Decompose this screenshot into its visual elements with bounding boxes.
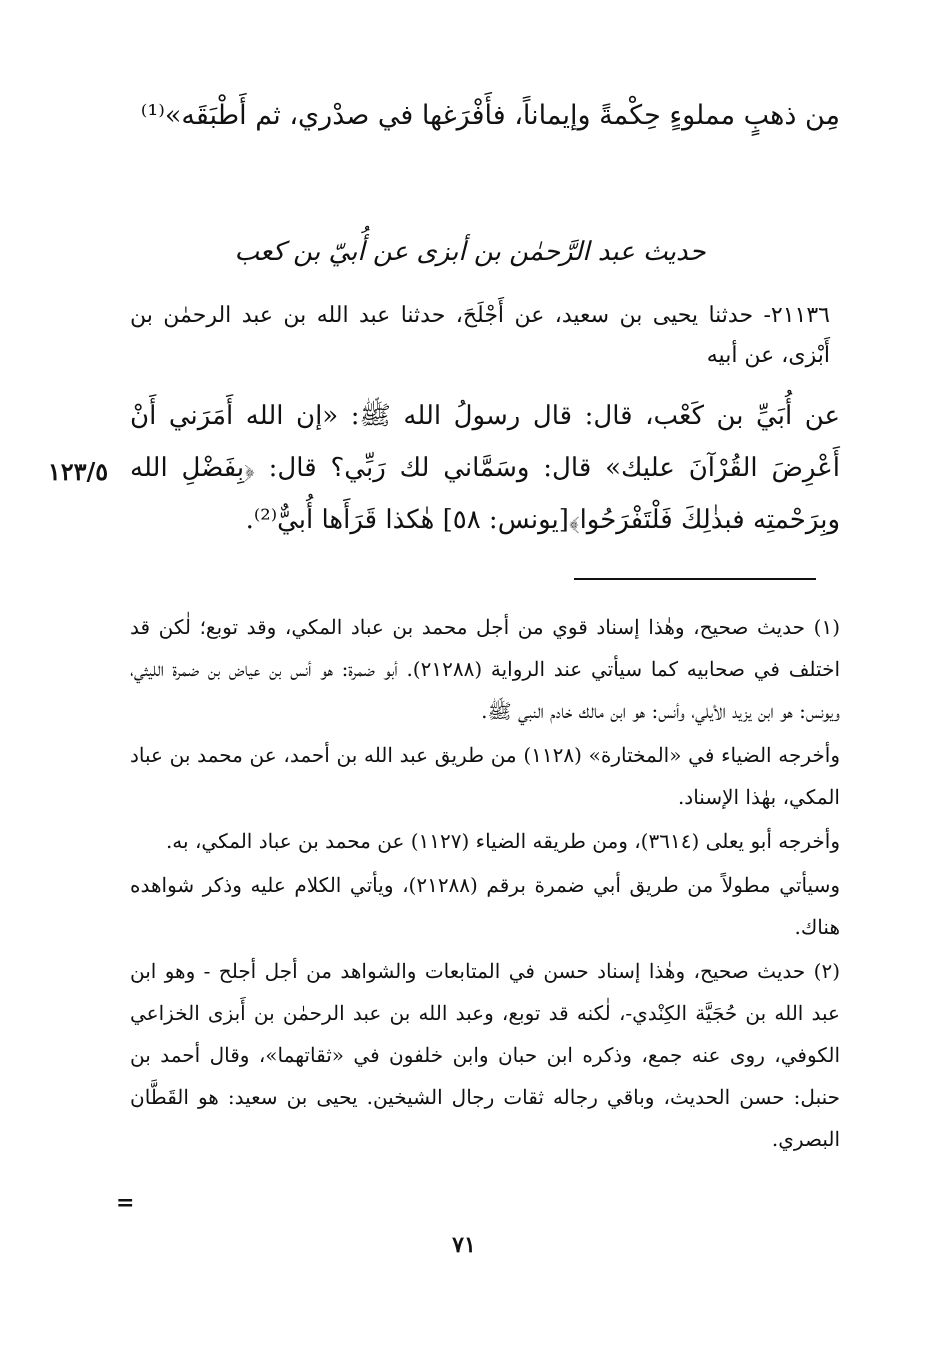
hadith-chain: ٢١١٣٦- حدثنا يحيى بن سعيد، عن أَجْلَحَ، حدثنا عبد الله بن عبد الرحمٰن بن أَبْزى، عن أبيه (130, 303, 830, 368)
margin-reference: ١٢٣/٥ (47, 457, 109, 486)
footnote-paragraph: (٢) حديث صحيح، وهٰذا إسناد حسن في المتابعات والشواهد من أجل أجلح - وهو ابن عبد الله بن حُجَيَّة الكِنْدي-، لٰكنه قد توبع، وعبد الله بن عبد الرحمٰن بن أَبزى الخزاعي الكوفي، روى عنه جمع، وذكره ابن حبان وابن خلفون في «ثقاتهما»، وقال أحمد بن حنبل: حسن الحديث، وباقي رجاله ثقات رجال الشيخين. يحيى بن سعيد: هو القَطَّان البصري. (130, 959, 840, 1151)
footnote-paragraph: (١) حديث صحيح، وهٰذا إسناد قوي من أجل محمد بن عباد المكي، وقد توبع؛ لٰكن قد اختلف في صحابيه كما سيأتي عند الرواية (٢١٢٨٨). أبو ضمرة: هو أنس بن عياض بن ضمرة الليثي، ويونس: هو ابن يزيد الأيلي، وأنس: هو ابن مالك خادم النبي ﷺ. (130, 615, 840, 723)
footnote-divider (574, 578, 816, 580)
page-number: ٧١ (452, 1232, 476, 1258)
previous-hadith-ending: مِن ذهبٍ مملوءٍ حِكْمةً وإيماناً، فأَفْرَغها في صدْري، ثم أَطْبَقَه»⁽¹⁾ (140, 100, 840, 131)
footnote-paragraph: وسيأتي مطولاً من طريق أبي ضمرة برقم (٢١٢٨٨)، ويأتي الكلام عليه وذكر شواهده هناك. (130, 873, 841, 939)
section-heading: حديث عبد الرَّحمٰن بن أبزى عن أُبيّ بن كعب (234, 237, 706, 267)
footnote-paragraph: وأخرجه أبو يعلى (٣٦١٤)، ومن طريقه الضياء (١١٢٧) عن محمد بن عباد المكي، به. (165, 829, 840, 853)
footnotes (130, 606, 840, 1162)
footnote-continuation-mark: = (116, 1190, 135, 1216)
footnote-paragraph: وأخرجه الضياء في «المختارة» (١١٢٨) من طريق عبد الله بن أحمد، عن محمد بن عباد المكي، بهٰذا الإسناد. (130, 743, 840, 809)
hadith-text: عن أُبَيِّ بن كَعْب، قال: قال رسولُ الله ﷺ: «إن الله أَمَرَني أَنْ أَعْرِضَ القُرْآنَ عليك» قال: وسَمَّاني لك رَبِّي؟ قال: ﴿بِفَضْلِ الله وبِرَحْمتِه فبذٰلِكَ فَلْتَفْرَحُوا﴾[يونس: ٥٨] هٰكذا قَرَأَها أُبيٌّ⁽²⁾. (130, 401, 840, 535)
